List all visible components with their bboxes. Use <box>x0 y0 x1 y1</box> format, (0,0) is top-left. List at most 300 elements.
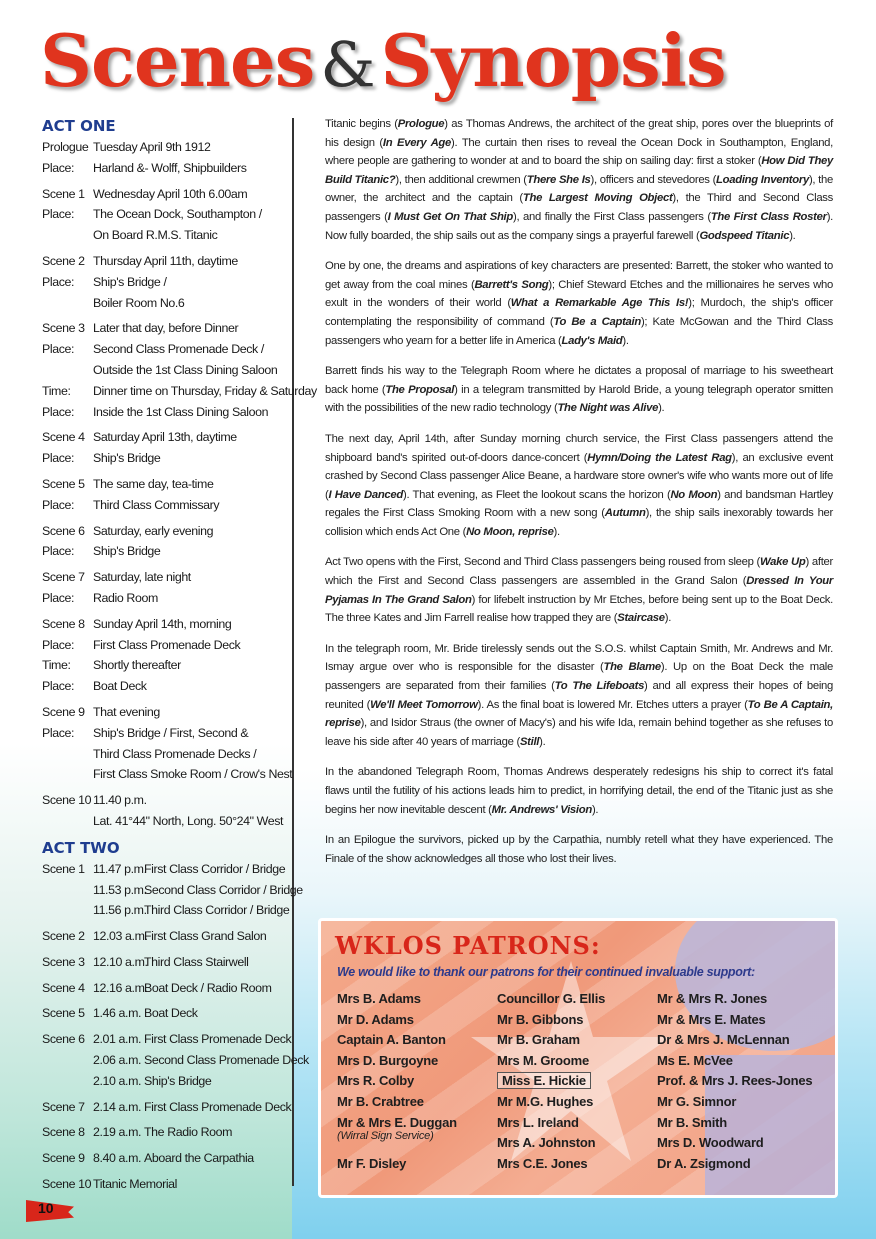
scene-detail: Second Class Promenade Deck <box>144 1053 309 1068</box>
patron-name-text: Ms E. McVee <box>657 1052 733 1068</box>
scene-row <box>42 1174 288 1195</box>
scene-row <box>42 723 288 744</box>
song-title: Loading Inventory <box>716 173 809 186</box>
song-title: Dressed In Your Pyjamas In The Grand Salon <box>325 575 833 606</box>
scene-row <box>42 448 288 469</box>
scene-detail: Saturday, early evening <box>93 523 214 538</box>
scene-block <box>42 1029 309 1091</box>
synopsis-paragraph <box>325 640 833 752</box>
scene-label: Place: <box>42 679 75 694</box>
scene-detail: Boat Deck <box>144 1006 198 1021</box>
song-title: To Be A Captain, reprise <box>325 698 833 730</box>
synopsis-fragment: ) for lifebelt instruction by Mr Etches, before being sent up to the Boat Deck. The three Kates and Jim Farrell realise how trapped they are ( <box>325 593 833 625</box>
patron-name <box>497 1154 657 1175</box>
scene-row <box>42 880 303 901</box>
scene-label <box>42 880 93 901</box>
page-number: 10 <box>38 1200 54 1216</box>
patron-name <box>657 1113 837 1134</box>
scene-row <box>42 272 288 293</box>
scene-list <box>42 115 317 1200</box>
synopsis-fragment: ) and bandsman Hartley regales the First Class Smoking Room with a new song ( <box>325 488 833 520</box>
scene-block <box>42 427 288 469</box>
patron-name <box>497 1071 657 1092</box>
scene-detail: Saturday, late night <box>93 570 191 585</box>
scene-row <box>42 1029 292 1050</box>
scene-detail: First Class Grand Salon <box>144 929 267 944</box>
patron-name <box>657 1051 837 1072</box>
scene-label: Scene 2 <box>42 253 85 268</box>
scene-label: Scene 3 <box>42 321 85 336</box>
scene-row <box>42 474 288 495</box>
scene-label: Time: <box>42 658 71 673</box>
synopsis-fragment: Act Two opens with the First, Second and Third Class passengers being roused from sleep ( <box>325 556 761 569</box>
patron-name <box>337 1030 497 1051</box>
synopsis-fragment: ), officers and stevedores ( <box>590 173 717 186</box>
scene-detail: Boat Deck / Radio Room <box>144 980 272 995</box>
scene-detail: Inside the 1st Class Dining Saloon <box>93 404 269 419</box>
scene-row <box>42 635 288 656</box>
scene-detail: Harland &- Wolff, Shipbuilders <box>93 160 247 175</box>
scene-label: Scene 9 <box>42 704 85 719</box>
scene-row <box>42 184 288 205</box>
scene-detail: That evening <box>93 704 160 719</box>
scene-row <box>42 859 288 880</box>
scene-label: Scene 8 <box>42 616 85 631</box>
column-divider <box>292 118 294 1186</box>
scene-label <box>42 360 93 381</box>
patron-name-text: Mr B. Gibbons <box>497 1011 584 1027</box>
song-title: The Blame <box>603 661 661 674</box>
patron-name-text: Dr & Mrs J. McLennan <box>657 1032 790 1048</box>
scene-detail: First Class Promenade Deck <box>93 637 241 652</box>
patron-name <box>497 1092 657 1113</box>
song-title: Prologue <box>397 118 445 130</box>
patron-name-text: Mr & Mrs E. Duggan <box>337 1114 457 1130</box>
scene-row <box>42 614 288 635</box>
synopsis-fragment: ), the owner, the architect and the captain ( <box>325 173 833 205</box>
scene-row <box>42 381 317 402</box>
scene-block <box>42 859 303 921</box>
patron-name <box>657 1010 837 1031</box>
scene-row <box>42 495 288 516</box>
patron-name <box>657 1071 837 1092</box>
patron-name <box>497 989 657 1010</box>
title-synopsis: Synopsis <box>380 18 726 103</box>
synopsis-fragment: ); Murdoch, the ship's officer contemplating the responsibility of command ( <box>325 297 834 328</box>
scene-label <box>42 1071 93 1092</box>
scene-row <box>42 293 288 314</box>
scene-row <box>42 137 288 158</box>
patron-name-text: Mrs L. Ireland <box>497 1114 579 1130</box>
scene-row <box>42 402 288 423</box>
song-title: I Must Get On That Ship <box>387 210 513 223</box>
synopsis-fragment: ). <box>664 612 672 625</box>
patron-name-text: Councillor G. Ellis <box>497 991 606 1006</box>
patron-name <box>337 1154 497 1175</box>
scene-time: 11.47 p.m. <box>93 861 147 876</box>
synopsis-fragment: The next day, April 14th, after Sunday morning church service, the First Class passengers attend the shipboard band's spirited out-of-doors dance-concert ( <box>325 432 833 464</box>
song-title: Mr. Andrews' Vision <box>491 803 592 816</box>
scene-label: Time: <box>42 383 71 398</box>
scene-label: Scene 8 <box>42 1125 85 1140</box>
patron-name-text: Captain A. Banton <box>337 1032 446 1048</box>
scene-label <box>42 744 93 765</box>
patron-name-text: Mr D. Adams <box>337 1011 414 1027</box>
scene-detail: Dinner time on Thursday, Friday & Saturday <box>93 383 317 398</box>
patron-name <box>497 1010 657 1031</box>
patrons-title: WKLOS PATRONS: <box>335 931 601 960</box>
synopsis-fragment: ), the ship sails inexorably towards her collision which ends Act One ( <box>325 507 834 538</box>
song-title: Autumn <box>604 507 646 520</box>
synopsis-fragment: ). <box>553 525 560 538</box>
song-title: There She Is <box>526 173 591 186</box>
scene-block <box>42 1003 288 1024</box>
title-ampersand: & <box>320 28 375 101</box>
scene-block <box>42 790 288 832</box>
synopsis-fragment: ); Chief Steward Etches and the millionaires he serves who exult in the wonders of their world ( <box>325 278 834 310</box>
scene-time: Titanic Memorial <box>93 1177 178 1192</box>
song-title: How Did They Build Titanic? <box>325 155 834 186</box>
scene-time: 2.06 a.m. <box>93 1053 142 1068</box>
scene-detail: Ship's Bridge / First, Second & <box>93 725 249 740</box>
scene-label: Scene 10 <box>42 1177 92 1192</box>
scene-row <box>42 158 288 179</box>
patron-name <box>657 989 837 1010</box>
patron-name <box>657 1092 837 1113</box>
synopsis-paragraph <box>325 362 833 418</box>
scene-label: Scene 7 <box>42 1099 85 1114</box>
scene-row <box>42 427 288 448</box>
scene-label: Place: <box>42 497 75 512</box>
synopsis-fragment: ) after which the First and Second Class passengers are assembled in the Grand Salon ( <box>325 556 834 588</box>
patron-name-text: Mrs C.E. Jones <box>497 1155 588 1171</box>
scene-row <box>42 541 288 562</box>
patron-column-3 <box>657 989 837 1174</box>
scene-block <box>42 702 293 785</box>
scene-label: Prologue <box>42 140 89 154</box>
scene-label: Place: <box>42 160 75 175</box>
scene-detail: Later that day, before Dinner <box>93 321 239 336</box>
synopsis-fragment: In the telegraph room, Mr. Bride tirelessly sends out the S.O.S. whilst Captain Smith, Mr. Andrews and Mr. Ismay argue over who is responsible for the disaster ( <box>325 642 833 674</box>
scene-label: Scene 4 <box>42 430 85 445</box>
patron-name-text: Miss E. Hickie <box>497 1072 591 1089</box>
synopsis-fragment: ). <box>539 735 546 748</box>
song-title: The First Class Roster <box>710 210 827 223</box>
synopsis-fragment: ). That evening, as Fleet the lookout scans the horizon ( <box>403 488 671 501</box>
scene-label: Scene 3 <box>42 954 85 969</box>
scene-label <box>42 811 93 832</box>
scene-detail: Ship's Bridge <box>93 451 161 466</box>
scene-detail: Outside the 1st Class Dining Saloon <box>93 362 278 377</box>
scene-time: 2.19 a.m. <box>93 1125 142 1140</box>
scene-time: 2.10 a.m. <box>93 1073 142 1088</box>
scene-detail: Second Class Promenade Deck / <box>93 342 264 357</box>
patron-name-text: Mr B. Graham <box>497 1032 580 1048</box>
scene-block <box>42 137 288 179</box>
song-title: The Largest Moving Object <box>522 192 673 205</box>
synopsis-fragment: ) as Thomas Andrews, the architect of the great ship, pores over the blueprints of his design ( <box>325 118 833 149</box>
scene-row <box>42 567 288 588</box>
scene-detail: First Class Promenade Deck <box>144 1099 292 1114</box>
scene-detail: Ship's Bridge <box>144 1073 212 1088</box>
scene-label: Place: <box>42 544 75 559</box>
patron-name-text: Dr A. Zsigmond <box>657 1155 751 1171</box>
patron-name-text: Prof. & Mrs J. Rees-Jones <box>657 1073 813 1089</box>
scene-label: Scene 7 <box>42 570 85 585</box>
synopsis-paragraph <box>325 831 833 868</box>
scene-detail: Third Class Promenade Decks / <box>93 746 257 761</box>
song-title: Still <box>519 735 540 748</box>
patron-name <box>337 1092 497 1113</box>
scene-block <box>42 1122 288 1143</box>
scene-label: Place: <box>42 207 75 222</box>
patron-name <box>497 1113 657 1134</box>
synopsis-fragment: ). <box>591 803 599 816</box>
patron-name <box>657 1030 837 1051</box>
synopsis-fragment: Titanic begins ( <box>325 118 398 130</box>
scene-row <box>42 1122 288 1143</box>
scene-detail: First Class Promenade Deck <box>144 1032 292 1047</box>
scene-detail: Boiler Room No.6 <box>93 295 185 310</box>
patron-column-1 <box>337 989 497 1174</box>
song-title: Hymn/Doing the Latest Rag <box>587 451 732 464</box>
patron-name <box>337 1113 497 1154</box>
scene-detail: Radio Room <box>93 590 158 605</box>
scene-label: Place: <box>42 451 75 466</box>
act-two-heading: ACT TWO <box>42 838 120 857</box>
synopsis-fragment: ); Kate McGowan and the Third Class passengers who yearn for a better life in America ( <box>325 315 833 347</box>
scene-row <box>42 204 288 225</box>
patron-name <box>657 1133 837 1154</box>
song-title: The Proposal <box>385 383 455 396</box>
patron-name <box>497 1051 657 1072</box>
song-title: Wake Up <box>760 556 806 569</box>
patron-name <box>497 1030 657 1051</box>
scene-detail: Thursday April 11th, daytime <box>93 253 238 268</box>
patron-name-text: Mrs M. Groome <box>497 1052 590 1068</box>
scene-block <box>42 251 288 313</box>
scene-row <box>42 1097 292 1118</box>
scene-time: 11.53 p.m. <box>93 882 147 897</box>
patron-name <box>337 1051 497 1072</box>
synopsis-paragraph <box>325 115 833 245</box>
scene-label: Place: <box>42 404 75 419</box>
synopsis-paragraph <box>325 553 833 627</box>
scene-label: Place: <box>42 274 75 289</box>
patron-name <box>337 1071 497 1092</box>
song-title: No Moon <box>670 488 718 501</box>
scene-detail: On Board R.M.S. Titanic <box>93 228 218 243</box>
page-title <box>40 18 726 108</box>
scene-detail: First Class Corridor / Bridge <box>144 861 286 876</box>
scene-detail: Boat Deck <box>93 679 147 694</box>
song-title: To The Lifeboats <box>554 680 645 693</box>
scene-label <box>42 900 93 921</box>
scene-detail: 11.40 p.m. <box>93 793 147 808</box>
synopsis-fragment: ). <box>658 402 665 415</box>
song-title: To Be a Captain <box>553 315 641 328</box>
scene-detail: Sunday April 14th, morning <box>93 616 232 631</box>
synopsis-fragment: ). The curtain then rises to reveal the Ocean Dock in Southampton, England, where people are gathering to wonder at and to board the ship on sailing day: first a stoker ( <box>325 136 834 168</box>
patron-name-text: Mrs D. Woodward <box>657 1135 764 1151</box>
song-title: I Have Danced <box>328 488 403 501</box>
patron-name <box>337 989 497 1010</box>
patron-note: (Wirral Sign Service) <box>337 1130 434 1143</box>
synopsis-fragment: One by one, the dreams and aspirations of key characters are presented: Barrett, the stoker who wanted to get away from the coal mines ( <box>325 260 833 291</box>
scene-label: Scene 1 <box>42 861 85 876</box>
scene-detail: The same day, tea-time <box>93 476 214 491</box>
scene-block <box>42 926 288 947</box>
patron-name-text: Mr & Mrs R. Jones <box>657 991 768 1006</box>
act-two-scenes <box>42 859 309 1195</box>
scene-time: 2.01 a.m. <box>93 1032 142 1047</box>
scene-detail: Second Class Corridor / Bridge <box>144 882 303 897</box>
patron-name-text: Mr B. Smith <box>657 1114 728 1130</box>
synopsis-paragraph <box>325 430 833 542</box>
scene-block <box>42 1174 288 1195</box>
scene-row <box>42 1050 309 1071</box>
synopsis-fragment: ), the Third and Second Class passengers ( <box>325 192 833 223</box>
scene-row <box>42 360 288 381</box>
scene-detail: Shortly thereafter <box>93 658 181 673</box>
scene-row <box>42 655 288 676</box>
scene-time: 2.14 a.m. <box>93 1099 142 1114</box>
scene-label: Scene 4 <box>42 980 85 995</box>
title-scenes: Scenes <box>40 18 315 103</box>
song-title: We'll Meet Tomorrow <box>370 698 478 711</box>
scene-block <box>42 1097 292 1118</box>
scene-detail: Saturday April 13th, daytime <box>93 430 237 445</box>
scene-block <box>42 567 288 609</box>
song-title: Lady's Maid <box>561 334 623 347</box>
scene-row <box>42 1148 288 1169</box>
scene-row <box>42 811 288 832</box>
patron-name <box>497 1133 657 1154</box>
patron-name-text: Mr & Mrs E. Mates <box>657 1011 766 1027</box>
scene-detail: First Class Smoke Room / Crow's Nest <box>93 767 293 782</box>
scene-detail: Tuesday April 9th 1912 <box>93 140 211 154</box>
scene-detail: Ship's Bridge <box>93 544 161 559</box>
scene-time: 11.56 p.m. <box>93 903 147 918</box>
scene-detail: Aboard the Carpathia <box>144 1151 254 1166</box>
scene-row <box>42 926 288 947</box>
scene-label: Scene 6 <box>42 1032 85 1047</box>
synopsis-fragment: ). <box>622 334 629 347</box>
scene-detail: Third Class Corridor / Bridge <box>144 903 290 918</box>
scene-row <box>42 790 288 811</box>
scene-row <box>42 339 288 360</box>
scene-row <box>42 225 288 246</box>
scene-block <box>42 521 288 563</box>
scene-row <box>42 702 288 723</box>
patron-name <box>337 1010 497 1031</box>
patron-name-text: Mrs R. Colby <box>337 1073 415 1089</box>
scene-label <box>42 293 93 314</box>
song-title: Staircase <box>617 612 665 625</box>
song-title: Godspeed Titanic <box>699 229 790 242</box>
patron-columns <box>337 989 837 1174</box>
page-number-badge <box>26 1196 74 1224</box>
synopsis-fragment: ). As the final boat is lowered Mr. Etches utters a prayer ( <box>477 698 748 711</box>
scene-label: Place: <box>42 725 75 740</box>
scene-block <box>42 1148 288 1169</box>
scene-label: Place: <box>42 590 75 605</box>
patron-name-text: Mr F. Disley <box>337 1155 407 1171</box>
scene-block <box>42 978 288 999</box>
synopsis-fragment: In the abandoned Telegraph Room, Thomas Andrews desperately redesigns his ship to correct it's fatal flaws until the futility of his actions leads him to predict, in horrifying detail, the end of the Titanic just as she begins her now inevitable descent ( <box>325 766 833 816</box>
song-title: In Every Age <box>382 136 452 149</box>
synopsis-fragment: ). <box>789 229 796 242</box>
patrons-subtitle: We would like to thank our patrons for their continued invaluable support: <box>337 965 755 979</box>
scene-detail: Third Class Stairwell <box>144 954 249 969</box>
synopsis-fragment: ), an exclusive event crashed by Second Class passenger Alice Beane, a hardware store owner's wife who wants more out of life ( <box>325 451 833 501</box>
synopsis-fragment: ), and Isidor Straus (the owner of Macy's) and his wife Ida, remain behind together as she refuses to leave his side after 40 years of marriage ( <box>325 717 833 748</box>
scene-time: 12.10 a.m. <box>93 954 148 969</box>
scene-time: 12.16 a.m. <box>93 980 148 995</box>
scene-detail: Third Class Commissary <box>93 497 220 512</box>
scene-time: 8.40 a.m. <box>93 1151 142 1166</box>
scene-label: Place: <box>42 342 75 357</box>
scene-row <box>42 521 288 542</box>
scene-time: 1.46 a.m. <box>93 1006 142 1021</box>
synopsis-fragment: ). Now fully boarded, the ship sails out as the company sings a prayerful farewell ( <box>325 210 833 242</box>
scene-label <box>42 1050 93 1071</box>
scene-label <box>42 225 93 246</box>
synopsis-paragraph <box>325 257 833 350</box>
patrons-panel <box>318 918 838 1198</box>
scene-block <box>42 318 317 422</box>
scene-label: Place: <box>42 637 75 652</box>
scene-row <box>42 1071 288 1092</box>
scene-block <box>42 474 288 516</box>
scene-row <box>42 676 288 697</box>
patron-name <box>657 1154 837 1175</box>
song-title: What a Remarkable Age This Is! <box>510 297 689 310</box>
scene-row <box>42 764 293 785</box>
scene-label: Scene 5 <box>42 476 85 491</box>
synopsis-paragraph <box>325 763 833 819</box>
scene-label: Scene 1 <box>42 186 85 201</box>
synopsis-fragment: ), then additional crewmen ( <box>395 173 527 186</box>
synopsis-fragment: ) and all express their hopes of being reunited ( <box>325 680 833 711</box>
scene-detail: The Radio Room <box>144 1125 233 1140</box>
scene-detail: Wednesday April 10th 6.00am <box>93 186 248 201</box>
patron-column-2 <box>497 989 657 1174</box>
scene-detail: Ship's Bridge / <box>93 274 167 289</box>
synopsis-fragment: In an Epilogue the survivors, picked up by the Carpathia, numbly retell what they have experienced. The Finale of the show acknowledges all those who lost their lives. <box>325 834 833 865</box>
synopsis-fragment: ), and finally the First Class passengers ( <box>513 210 711 223</box>
synopsis-fragment: ). Up on the Boat Deck the male passengers are separated from their families ( <box>325 661 833 693</box>
song-title: No Moon, reprise <box>466 525 554 538</box>
patron-name-text: Mr M.G. Hughes <box>497 1093 594 1109</box>
patron-name-text: Mrs D. Burgoyne <box>337 1052 439 1068</box>
scene-row <box>42 952 288 973</box>
scene-row <box>42 900 288 921</box>
scene-label <box>42 764 93 785</box>
scene-label: Scene 5 <box>42 1006 85 1021</box>
scene-block <box>42 184 288 246</box>
scene-label: Scene 9 <box>42 1151 85 1166</box>
act-one-heading: ACT ONE <box>42 117 116 135</box>
scene-label: Scene 6 <box>42 523 85 538</box>
synopsis-fragment: Barrett finds his way to the Telegraph Room where he dictates a proposal of marriage to his sweetheart back home ( <box>325 365 833 396</box>
synopsis-text <box>325 115 833 880</box>
patron-name-text: Mr B. Crabtree <box>337 1093 424 1109</box>
act-one-scenes <box>42 137 317 832</box>
scene-detail: Lat. 41°44" North, Long. 50°24" West <box>93 813 284 828</box>
scene-label: Scene 10 <box>42 793 92 808</box>
scene-label: Scene 2 <box>42 929 85 944</box>
